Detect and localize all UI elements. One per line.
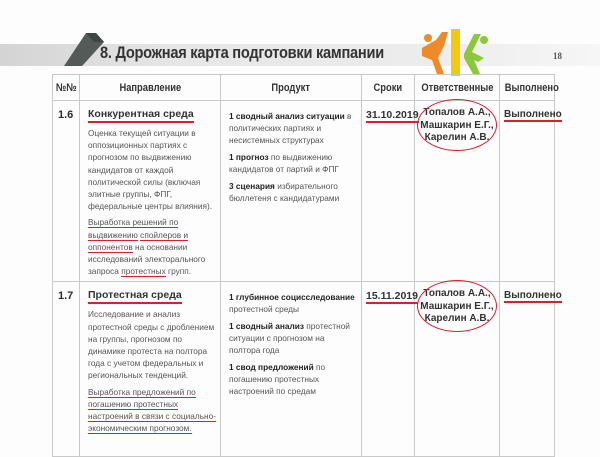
responsible-person: Топалов А.А.,: [423, 107, 491, 118]
column-header-responsible: Ответственные: [415, 75, 500, 101]
column-header-completed: Выполнено: [500, 75, 555, 101]
responsible-person: Топалов А.А.,: [423, 288, 491, 300]
status-cell: [500, 282, 562, 457]
product-item: 1 сводный анализ протестной ситуации с прогнозом на полтора года: [229, 321, 350, 356]
banner-slant-shape-icon: [64, 33, 104, 66]
responsible-person: Карелин А.В.: [424, 313, 490, 325]
column-header-number: №№: [53, 75, 80, 101]
row-number: 1.6: [53, 101, 80, 282]
zhk-logo-icon: [418, 26, 498, 76]
product-cell: [221, 282, 362, 457]
status-text: Выполнено: [504, 290, 562, 302]
responsible-cell: [415, 282, 500, 457]
deadline-date: 31.10.2019: [366, 109, 419, 121]
table-row: [53, 282, 555, 457]
column-header-product: Продукт: [221, 75, 362, 101]
direction-note: Выработка решений по выдвижению спойлеров и оппонентов на основании исследований электорального запроса протестных групп.: [88, 217, 206, 277]
row-number: 1.7: [53, 282, 80, 457]
direction-cell: [80, 282, 221, 457]
deadline-date: 15.11.2019: [366, 290, 418, 303]
product-item: 1 прогноз по выдвижению кандидатов от партий и ФПГ: [229, 152, 339, 174]
product-item: 1 глубинное социсследование протестной среды: [229, 292, 355, 315]
column-header-direction: Направление: [80, 75, 221, 101]
table-row: [53, 101, 555, 282]
deadline-cell: [362, 282, 418, 457]
direction-title: Протестная среда: [88, 289, 182, 304]
page-number: 18: [553, 51, 562, 61]
status-cell: [500, 101, 562, 282]
red-circle-annotation: [417, 99, 497, 151]
table-header-row: [53, 75, 555, 101]
responsible-person: Машкарин Е.Г.,: [420, 300, 494, 312]
page-title: 8. Дорожная карта подготовки кампании: [100, 43, 384, 62]
direction-text: Исследование и анализ протестной среды с дроблением на группы, прогнозом по динамике протеста на полтора года с учетом федеральных и региональных тенденций.: [88, 309, 215, 381]
product-item: 3 сценария избирательного бюллетеня с кандидатурами: [229, 181, 340, 203]
column-header-deadline: Сроки: [362, 75, 415, 101]
direction-cell: [80, 101, 221, 282]
direction-note: Выработка предложений по погашению протестных настроений в связи с социально-экономическим прогнозом.: [88, 386, 216, 434]
product-item: 1 сводный анализ ситуации в политических партиях и несистемных структурах: [229, 111, 352, 145]
responsible-person: Машкарин Е.Г.,: [420, 119, 494, 131]
responsible-cell: [415, 101, 500, 282]
responsible-person: Карелин А.В.: [424, 132, 490, 143]
direction-title: Конкурентная среда: [88, 108, 194, 123]
product-cell: [221, 101, 362, 282]
direction-text: Оценка текущей ситуации в оппозиционных партиях с прогнозом по выдвижению кандидатов от каждой политической силы (включая элитные группы, ФПГ, федеральные центры влияния).: [88, 128, 213, 212]
product-item: 1 свод предложений по погашению протестных настроений по средам: [229, 362, 326, 397]
roadmap-table: [52, 74, 562, 457]
status-text: Выполнено: [504, 109, 562, 120]
deadline-cell: [362, 101, 419, 282]
